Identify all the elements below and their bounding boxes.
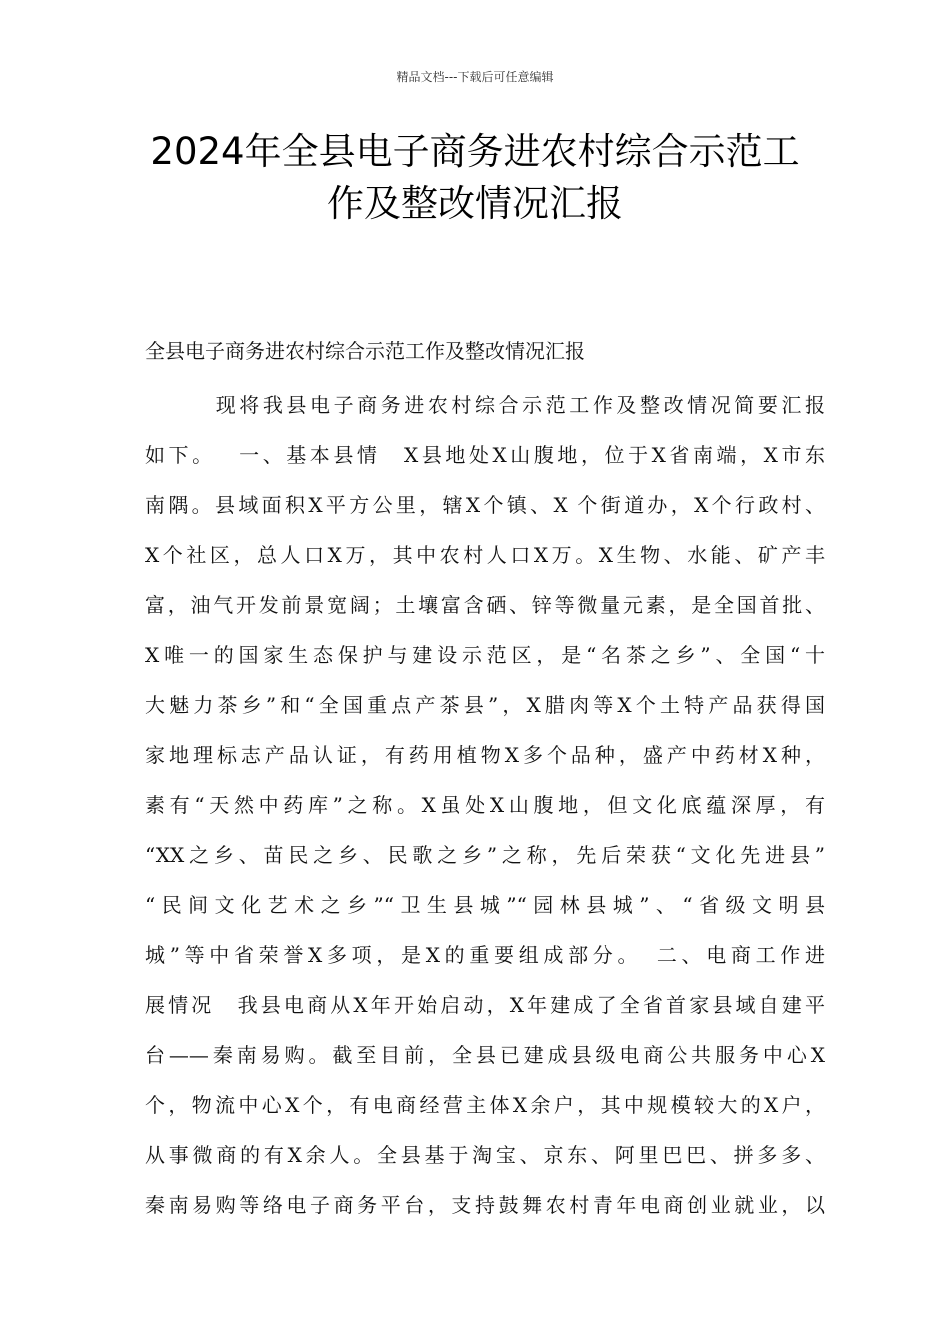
body-line: 城”等中省荣誉X多项，是X的重要组成部分。 二、电商工作进 [145, 943, 825, 967]
document-subtitle: 全县电子商务进农村综合示范工作及整改情况汇报 [145, 339, 585, 363]
body-line: 南隅。县域面积X平方公里，辖X个镇、X 个街道办，X个行政村、 [145, 493, 825, 517]
body-line: 展情况 我县电商从X年开始启动，X年建成了全省首家县域自建平 [145, 993, 825, 1017]
body-line: 大魅力茶乡”和“全国重点产茶县”，X腊肉等X个土特产品获得国 [145, 693, 825, 717]
document-title [130, 126, 820, 230]
body-line: 如下。 一、基本县情 X县地处X山腹地，位于X省南端，X市东 [145, 443, 825, 467]
body-line: X唯一的国家生态保护与建设示范区，是“名茶之乡”、全国“十 [145, 643, 825, 667]
body-line: 台——秦南易购。截至目前，全县已建成县级电商公共服务中心X [145, 1043, 825, 1067]
title-line-1: 2024年全县电子商务进农村综合示范工 [150, 130, 800, 173]
document-body [145, 380, 825, 1230]
body-line: X个社区，总人口X万，其中农村人口X万。X生物、水能、矿产丰 [145, 543, 825, 567]
body-line: 个，物流中心X个，有电商经营主体X余户，其中规模较大的X户， [145, 1093, 825, 1117]
body-line: 秦南易购等络电子商务平台，支持鼓舞农村青年电商创业就业，以 [145, 1193, 825, 1217]
body-line: 富，油气开发前景宽阔；土壤富含硒、锌等微量元素，是全国首批、 [145, 593, 825, 617]
body-line: 家地理标志产品认证，有药用植物X多个品种，盛产中药材X种， [145, 743, 825, 767]
title-line-2: 作及整改情况汇报 [327, 182, 623, 225]
body-line: 素有“天然中药库”之称。X虽处X山腹地，但文化底蕴深厚，有 [145, 793, 825, 817]
body-line: “XX之乡、苗民之乡、民歌之乡”之称，先后荣获“文化先进县” [145, 843, 825, 867]
header-note: 精品文档---下载后可任意编辑 [396, 70, 554, 84]
body-line: 从事微商的有X余人。全县基于淘宝、京东、阿里巴巴、拼多多、 [145, 1143, 825, 1167]
body-line: 现将我县电子商务进农村综合示范工作及整改情况简要汇报 [145, 393, 825, 417]
body-line: “民间文化艺术之乡”“卫生县城”“园林县城”、“省级文明县 [145, 893, 825, 917]
